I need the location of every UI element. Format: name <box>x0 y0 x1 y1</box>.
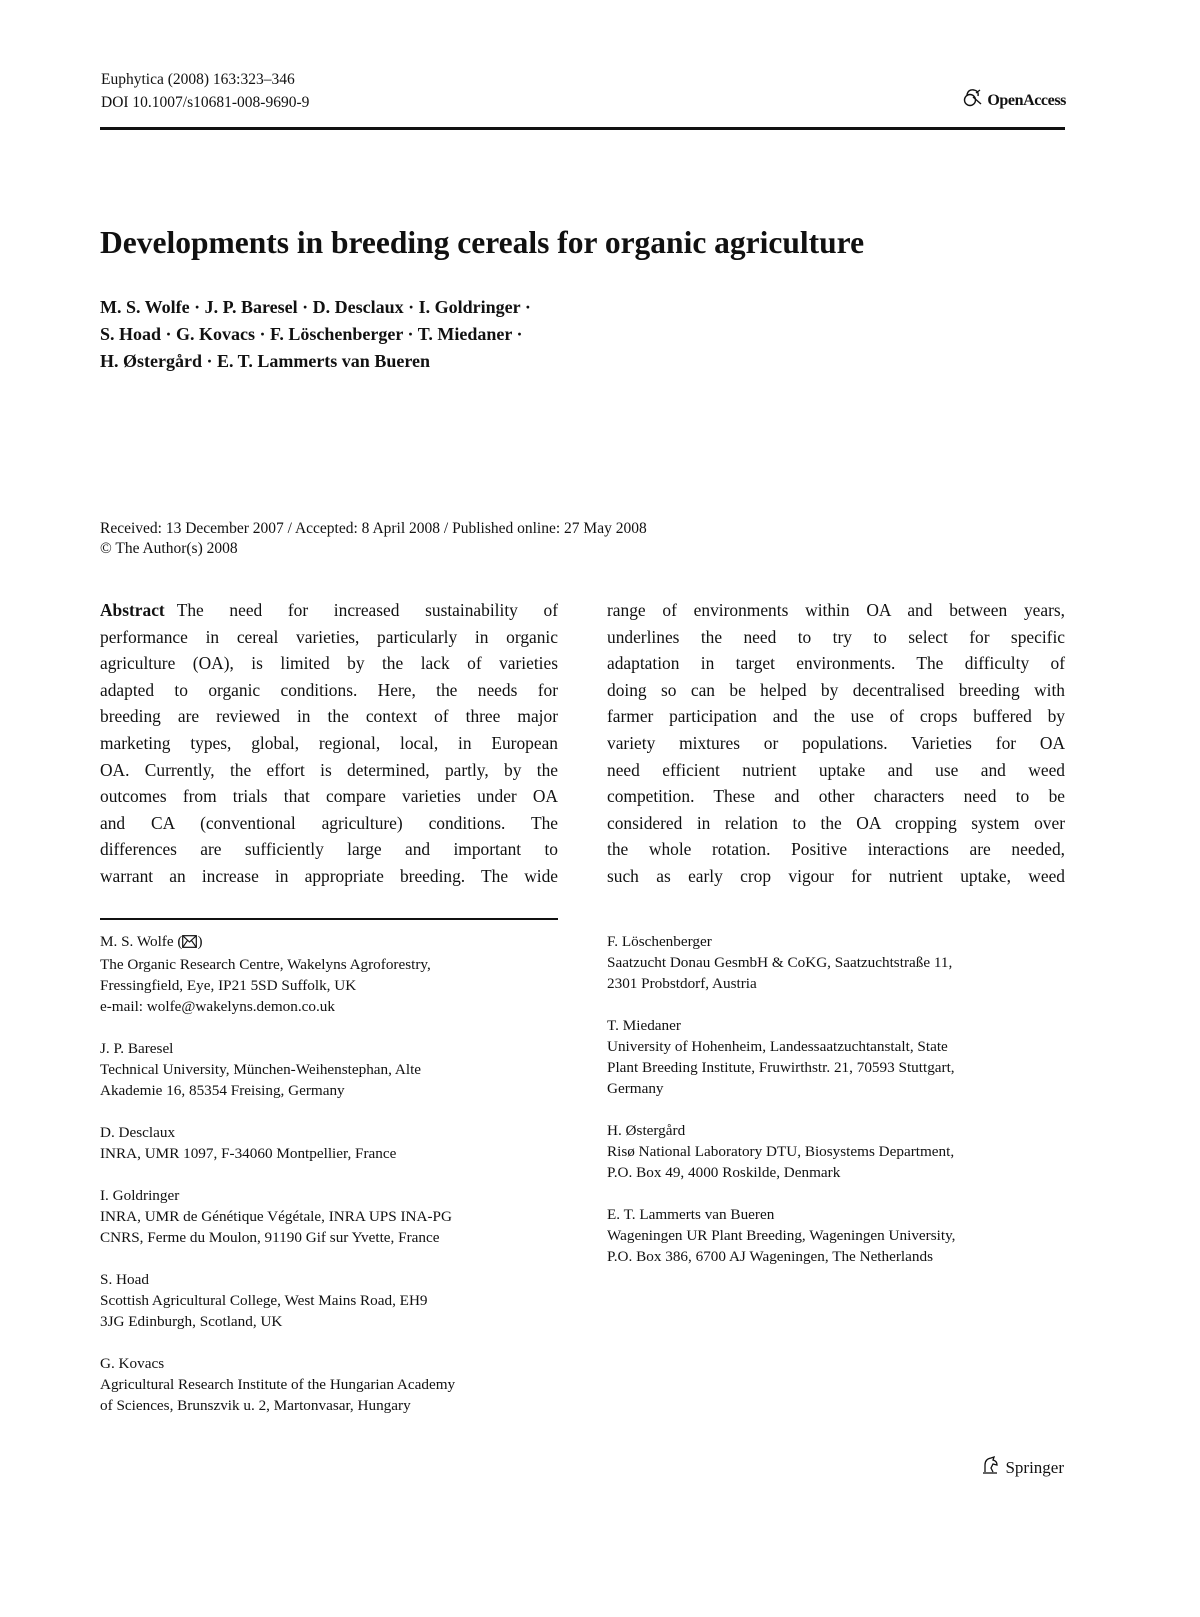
publisher-logo <box>981 1455 1064 1480</box>
affiliation-line: Saatzucht Donau GesmbH & CoKG, Saatzuchtstraße 11, <box>607 954 953 971</box>
copyright: © The Author(s) 2008 <box>100 540 238 557</box>
affiliation-block <box>607 1015 1077 1099</box>
affiliation-author-name: E. T. Lammerts van Bueren <box>607 1206 775 1223</box>
affiliation-line: The Organic Research Centre, Wakelyns Agroforestry, <box>100 956 431 973</box>
affiliation-author <box>100 1269 570 1290</box>
author-line: S. Hoad · G. Kovacs · F. Löschenberger · T. Miedaner · <box>100 324 523 344</box>
abstract-right-column <box>607 597 1065 890</box>
affiliation-line: Germany <box>607 1080 664 1097</box>
abstract-line: and CA (conventional agriculture) conditions. The <box>100 812 558 833</box>
affiliation-block <box>100 931 570 1017</box>
affiliation-line: Wageningen UR Plant Breeding, Wageningen University, <box>607 1227 956 1244</box>
affiliation-block <box>607 1120 1077 1183</box>
affiliation-line: Plant Breeding Institute, Fruwirthstr. 21, 70593 Stuttgart, <box>607 1059 955 1076</box>
abstract-line: breeding are reviewed in the context of three major <box>100 706 558 727</box>
affiliation-author-name: I. Goldringer <box>100 1187 180 1204</box>
abstract-line: adapted to organic conditions. Here, the needs for <box>100 679 558 700</box>
abstract-line: warrant an increase in appropriate breeding. The wide <box>100 865 558 886</box>
affiliation-line: CNRS, Ferme du Moulon, 91190 Gif sur Yvette, France <box>100 1229 440 1246</box>
affiliation-author-name: D. Desclaux <box>100 1124 176 1141</box>
affiliation-author <box>100 1353 570 1374</box>
abstract-text: The need for increased sustainability of <box>176 600 558 620</box>
abstract-line: range of environments within OA and between years, <box>607 600 1065 620</box>
affiliation-author-name: G. Kovacs <box>100 1355 165 1372</box>
affiliation-line: University of Hohenheim, Landessaatzuchtanstalt, State <box>607 1038 948 1055</box>
paper-title: Developments in breeding cereals for organic agriculture <box>100 225 865 260</box>
affiliation-author <box>607 1015 1077 1036</box>
publication-history: Received: 13 December 2007 / Accepted: 8 April 2008 / Published online: 27 May 2008 <box>100 520 647 537</box>
abstract-line: OA. Currently, the effort is determined, partly, by the <box>100 759 558 780</box>
abstract-line: competition. These and other characters need to be <box>607 786 1065 807</box>
affiliation-author-name: S. Hoad <box>100 1271 149 1288</box>
abstract-line: marketing types, global, regional, local, in European <box>100 732 558 753</box>
journal-citation: Euphytica (2008) 163:323–346 <box>101 71 295 88</box>
affiliation-line: 3JG Edinburgh, Scotland, UK <box>100 1313 283 1330</box>
abstract-line: doing so can be helped by decentralised breeding with <box>607 679 1065 700</box>
affiliation-author <box>607 1204 1077 1225</box>
abstract-line: performance in cereal varieties, particularly in organic <box>100 626 558 647</box>
open-access-label: OpenAccess <box>987 91 1066 109</box>
abstract-line: differences are sufficiently large and important to <box>100 839 558 860</box>
abstract-line: underlines the need to try to select for specific <box>607 626 1065 647</box>
affiliation-author-name: H. Østergård <box>607 1122 686 1139</box>
affiliation-block <box>607 931 1077 994</box>
affiliation-line: 2301 Probstdorf, Austria <box>607 975 757 992</box>
affiliation-line: INRA, UMR 1097, F-34060 Montpellier, France <box>100 1145 397 1162</box>
affiliation-author <box>607 931 1077 952</box>
affiliation-line: Technical University, München-Weihenstephan, Alte <box>100 1061 422 1078</box>
envelope-icon <box>182 933 197 954</box>
affiliation-author <box>100 1185 570 1206</box>
abstract-line: such as early crop vigour for nutrient uptake, weed <box>607 865 1065 886</box>
affiliation-author-name: F. Löschenberger <box>607 933 712 950</box>
abstract-line: considered in relation to the OA cropping system over <box>607 812 1065 833</box>
affiliation-block <box>100 1269 570 1332</box>
affiliations-left <box>100 931 570 1437</box>
abstract-line <box>100 597 558 624</box>
header-rule <box>100 127 1065 130</box>
affiliation-line: Risø National Laboratory DTU, Biosystems Department, <box>607 1143 955 1160</box>
affiliation-author <box>607 1120 1077 1141</box>
affiliation-author-name-suffix: ) <box>197 933 203 950</box>
affiliation-block <box>607 1204 1077 1267</box>
affiliation-author-name: T. Miedaner <box>607 1017 681 1034</box>
affiliation-block <box>100 1038 570 1101</box>
abstract-line: variety mixtures or populations. Varieties for OA <box>607 732 1065 753</box>
abstract-heading: Abstract <box>100 600 165 620</box>
author-line: H. Østergård · E. T. Lammerts van Bueren <box>100 351 430 371</box>
abstract-line: the whole rotation. Positive interactions are needed, <box>607 839 1065 860</box>
doi: DOI 10.1007/s10681-008-9690-9 <box>101 94 310 111</box>
affiliation-author <box>100 1122 570 1143</box>
affiliation-line: of Sciences, Brunszvik u. 2, Martonvasar, Hungary <box>100 1397 411 1414</box>
affiliation-block <box>100 1122 570 1164</box>
open-access-logo-icon <box>962 87 984 114</box>
affiliation-line: Akademie 16, 85354 Freising, Germany <box>100 1082 345 1099</box>
affiliation-line: Fressingfield, Eye, IP21 5SD Suffolk, UK <box>100 977 357 994</box>
affiliation-block <box>100 1185 570 1248</box>
affiliation-line: e-mail: wolfe@wakelyns.demon.co.uk <box>100 998 335 1015</box>
affiliation-author-name: J. P. Baresel <box>100 1040 174 1057</box>
author-line: M. S. Wolfe · J. P. Baresel · D. Desclaux · I. Goldringer · <box>100 297 531 317</box>
affiliation-line: INRA, UMR de Génétique Végétale, INRA UPS INA-PG <box>100 1208 452 1225</box>
footnote-rule <box>100 918 558 920</box>
affiliation-line: Agricultural Research Institute of the Hungarian Academy <box>100 1376 456 1393</box>
open-access-badge <box>962 87 1066 114</box>
affiliation-line: P.O. Box 49, 4000 Roskilde, Denmark <box>607 1164 841 1181</box>
abstract-line: adaptation in target environments. The difficulty of <box>607 653 1065 674</box>
abstract-left-column <box>100 597 558 890</box>
abstract-line: need efficient nutrient uptake and use and weed <box>607 759 1065 780</box>
abstract-line: outcomes from trials that compare varieties under OA <box>100 786 558 807</box>
springer-horse-icon <box>981 1455 1001 1480</box>
affiliation-line: Scottish Agricultural College, West Mains Road, EH9 <box>100 1292 428 1309</box>
affiliations-right <box>607 931 1077 1288</box>
abstract-line: agriculture (OA), is limited by the lack of varieties <box>100 653 558 674</box>
affiliation-line: P.O. Box 386, 6700 AJ Wageningen, The Netherlands <box>607 1248 933 1265</box>
publisher-name: Springer <box>1005 1457 1064 1477</box>
affiliation-author-name: M. S. Wolfe ( <box>100 933 183 950</box>
affiliation-author <box>100 931 570 954</box>
affiliation-author <box>100 1038 570 1059</box>
affiliation-block <box>100 1353 570 1416</box>
abstract-line: farmer participation and the use of crops buffered by <box>607 706 1065 727</box>
